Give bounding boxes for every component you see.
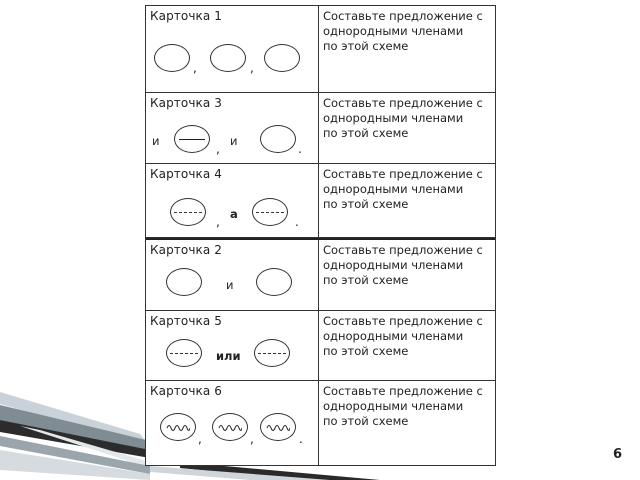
scheme-comma: , — [193, 61, 197, 75]
scheme-connector: и — [226, 278, 234, 292]
card-row-6 — [146, 381, 495, 465]
card-row-2 — [146, 238, 495, 311]
card-scheme-cell — [146, 93, 319, 163]
scheme-comma: , — [216, 215, 220, 229]
scheme-oval-dashed — [252, 198, 288, 226]
card-title: Карточка 2 — [150, 243, 222, 257]
scheme-oval-dashed — [170, 198, 206, 226]
card-row-3 — [146, 93, 495, 164]
card-scheme-cell — [146, 164, 319, 237]
card-scheme-cell — [146, 240, 319, 310]
card-instruction-cell — [319, 311, 495, 380]
card-scheme-cell — [146, 6, 319, 92]
scheme-oval — [264, 44, 300, 72]
scheme-oval — [166, 268, 202, 296]
scheme-connector: а — [230, 207, 238, 221]
card-instruction-cell — [319, 381, 495, 465]
scheme-oval-underlined — [174, 125, 210, 153]
scheme-oval-wavy — [212, 413, 248, 441]
scheme-comma: , — [250, 61, 254, 75]
card-title: Карточка 6 — [150, 384, 222, 398]
scheme-comma: , — [250, 432, 254, 446]
card-instruction: Составьте предложение с однородными членами по этой схеме — [323, 314, 483, 358]
card-scheme-cell — [146, 381, 319, 465]
card-row-5 — [146, 311, 495, 381]
scheme-oval-dashed — [166, 339, 202, 367]
card-scheme-cell — [146, 311, 319, 380]
card-title: Карточка 3 — [150, 96, 222, 110]
scheme-dashed-line — [256, 212, 284, 213]
scheme-connector: и — [230, 134, 238, 148]
scheme-period: . — [298, 142, 302, 156]
card-instruction-cell — [319, 240, 495, 310]
scheme-oval — [256, 268, 292, 296]
scheme-underline — [179, 139, 205, 140]
scheme-connector: или — [216, 349, 241, 363]
wavy-underline-icon — [266, 422, 290, 432]
scheme-dashed-line — [170, 353, 198, 354]
scheme-connector: и — [152, 134, 160, 148]
card-row-4 — [146, 164, 495, 238]
card-instruction-cell — [319, 164, 495, 237]
card-instruction: Составьте предложение с однородными членами по этой схеме — [323, 9, 483, 53]
card-row-1 — [146, 6, 495, 93]
card-instruction: Составьте предложение с однородными членами по этой схеме — [323, 384, 483, 428]
scheme-comma: , — [216, 142, 220, 156]
card-instruction-cell — [319, 93, 495, 163]
scheme-oval — [260, 125, 296, 153]
scheme-oval-wavy — [160, 413, 196, 441]
cards-table — [145, 5, 496, 466]
scheme-oval — [210, 44, 246, 72]
card-instruction: Составьте предложение с однородными членами по этой схеме — [323, 167, 483, 211]
wavy-underline-icon — [218, 422, 242, 432]
card-title: Карточка 5 — [150, 314, 222, 328]
card-instruction: Составьте предложение с однородными членами по этой схеме — [323, 96, 483, 140]
scheme-oval — [154, 44, 190, 72]
card-instruction-cell — [319, 6, 495, 92]
scheme-period: . — [299, 432, 303, 446]
scheme-comma: , — [198, 432, 202, 446]
scheme-oval-wavy — [260, 413, 296, 441]
scheme-dashed-line — [258, 353, 286, 354]
card-title: Карточка 4 — [150, 167, 222, 181]
scheme-dashed-line — [174, 212, 202, 213]
scheme-oval-dashed — [254, 339, 290, 367]
scheme-period: . — [295, 215, 299, 229]
card-instruction: Составьте предложение с однородными членами по этой схеме — [323, 243, 483, 287]
card-title: Карточка 1 — [150, 9, 222, 23]
page-number: 6 — [613, 447, 623, 462]
wavy-underline-icon — [166, 422, 190, 432]
